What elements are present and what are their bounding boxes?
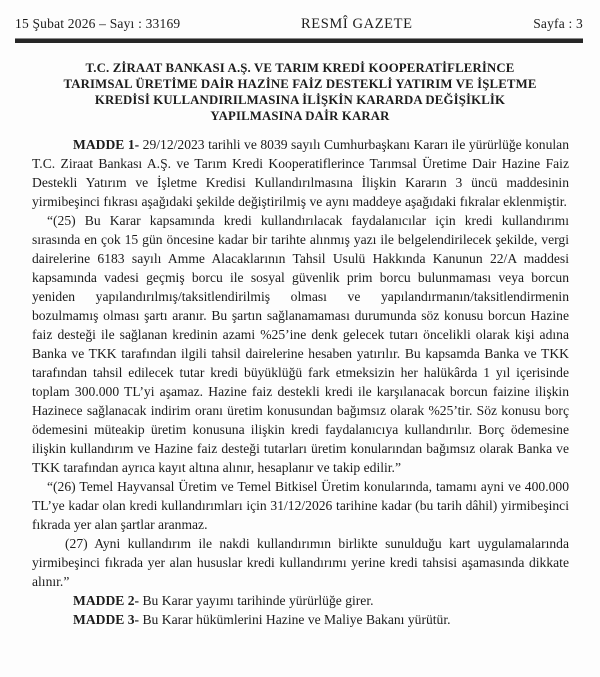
quoted-paragraph-25: “(25) Bu Karar kapsamında kredi kullandırılacak faydalanıcılar için kredi kullandırımı sırasında en çok 15 gün öncesine kadar bir tarihte alınmış yazı ile belgelendirilecek şekilde, vergi dairelerine 6183 sayılı Amme Alacaklarının Tahsil Usulü Hakkında Kanunun 22/A maddesi kapsamında vadesi geçmiş borcu ile sosyal güvenlik prim borcu bulunmaması veya borcun yeniden yapılandırılmış/taksitlendirilmiş olması ve yapılandırmanın/taksitlendirmenin bozulmamış olması şartı aranır. Bu şartın sağlanamaması durumunda söz konusu borcun Hazine faiz desteği ile sağlanan kredinin azami %25’ine denk gelecek tutarı öncelikli olarak kişi adına Banka ve TKK tarafından ilgili tahsil dairelerine hesaben yatırılır. Bu kapsamda Banka ve TKK tarafından tahsil edilecek tutar kredi büyüklüğü fark etmeksizin her halükârda 1 yıl içerisinde toplam 300.000 TL’yi aşamaz. Hazine faiz destekli kredi ile karşılanacak borcun faizine ilişkin Hazinece sağlanacak indirim oranı üretim konusundan bağımsız olarak %25’tir. Söz konusu borç ödemesini müteakip üretim konusuna ilişkin kredi faydalanıcıya kullandırılır. Borç ödemesine ilişkin kullandırım ve Hazine faiz desteği tutarları üretim konularından bağımsız olarak Banka ve TKK tarafından ayrıca kayıt altına alınır, hesaplanır ve takip edilir.”	[32, 213, 569, 475]
article-text: 29/12/2023 tarihli ve 8039 sayılı Cumhurbaşkanı Kararı ile yürürlüğe konulan T.C. Ziraat Bankası A.Ş. ve Tarım Kredi Kooperatiflerince Tarımsal Üretime Dair Hazine Faiz Destekli Yatırım ve İşletme Kredisi Kullandırılmasına İlişkin Kararın 3 üncü maddesinin yirmibeşinci fıkrası aşağıdaki şekilde değiştirilmiş ve aynı maddeye aşağıdaki fıkralar eklenmiştir.	[32, 137, 569, 209]
decree-title-line: T.C. ZİRAAT BANKASI A.Ş. VE TARIM KREDİ KOOPERATİFLERİNCE	[85, 61, 515, 75]
decree-title-line: TARIMSAL ÜRETİME DAİR HAZİNE FAİZ DESTEKLİ YATIRIM VE İŞLETME	[63, 77, 537, 91]
decree-title	[40, 60, 560, 124]
quoted-paragraph-27: (27) Ayni kullandırım ile nakdi kullandırımın birlikte sunulduğu kart uygulamalarında yirmibeşinci fıkrada yer alan hususlar kredi kullandırımı yerine kredi tahsisi aşamasında dikkate alınır.”	[32, 536, 569, 589]
header-page-number: Sayfa : 3	[533, 16, 583, 31]
article-paragraph-madde-1	[32, 135, 569, 211]
article-label: MADDE 2-	[73, 593, 140, 608]
article-text: Bu Karar yayımı tarihinde yürürlüğe girer.	[142, 593, 374, 608]
header-date-issue: 15 Şubat 2026 – Sayı : 33169	[15, 16, 181, 31]
page-header	[0, 0, 600, 33]
header-rule	[15, 38, 583, 43]
quoted-paragraph-26: “(26) Temel Hayvansal Üretim ve Temel Bitkisel Üretim konularında, tamamı ayni ve 400.000 TL’ye kadar olan kredi kullandırımları için 31/12/2026 tarihine kadar (bu tarih dâhil) yirmibeşinci fıkrada yer alan şartlar aranmaz.	[32, 479, 569, 532]
decree-title-line: KREDİSİ KULLANDIRILMASINA İLİŞKİN KARARDA DEĞİŞİKLİK	[94, 93, 506, 107]
header-gazette-name: RESMÎ GAZETE	[301, 16, 413, 32]
article-paragraph-madde-2	[32, 591, 569, 610]
article-text: Bu Karar hükümlerini Hazine ve Maliye Bakanı yürütür.	[142, 612, 451, 627]
article-label: MADDE 1-	[73, 137, 140, 152]
article-label: MADDE 3-	[73, 612, 140, 627]
article-paragraph-madde-3	[32, 610, 569, 629]
decree-title-line: YAPILMASINA DAİR KARAR	[210, 109, 390, 123]
decree-body	[32, 135, 569, 629]
